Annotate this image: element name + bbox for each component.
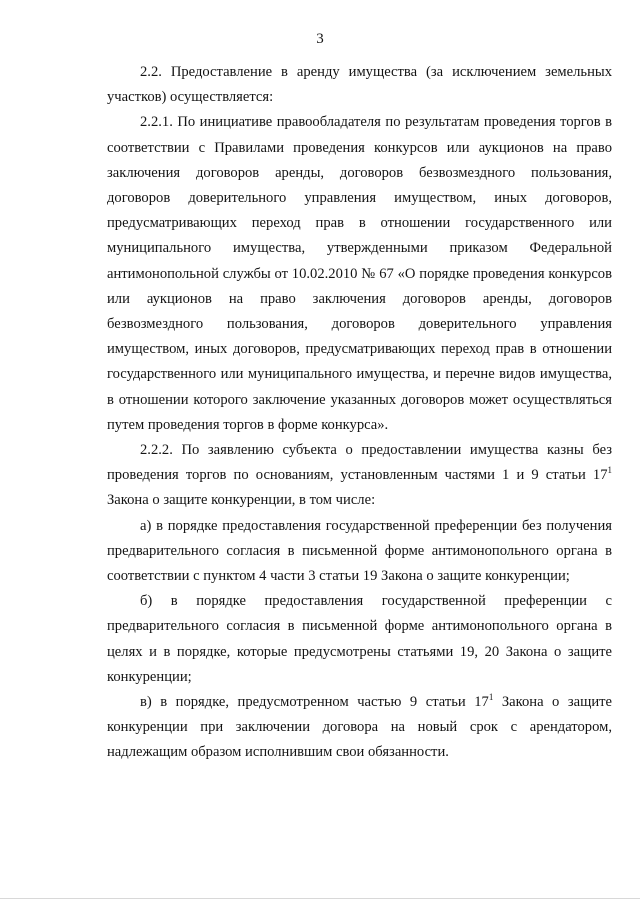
paragraph-2-2: 2.2. Предоставление в аренду имущества (за исключением земельных участков) осуществляется: (107, 64, 612, 106)
paragraph-2-2-2 (107, 438, 612, 514)
superscript-article-number: 1 (607, 465, 612, 476)
page-number: 3 (316, 31, 324, 47)
paragraph-item-v-text-end: Закона о защите конкуренции при заключении договора на новый срок с арендатором, надлежащим образом исполнившим свои обязанности. (107, 694, 612, 761)
paragraph-2-2-2-text-end: Закона о защите конкуренции, в том числе: (107, 492, 376, 509)
paragraph-item-b: б) в порядке предоставления государственной преференции с предварительного согласия в письменной форме антимонопольного органа в целях и в порядке, которые предусмотрены статьями 19, 20 Закона о защите конкуренции; (107, 593, 612, 685)
paragraph-item-v-text-start: в) в порядке, предусмотренном частью 9 статьи 17 (140, 694, 489, 711)
document-body (107, 60, 612, 766)
paragraph-item-a: а) в порядке предоставления государственной преференции без получения предварительного согласия в письменной форме антимонопольного органа в соответствии с пунктом 4 части 3 статьи 19 Закона о защите конкуренции; (107, 517, 612, 585)
superscript-article-number: 1 (488, 692, 494, 703)
paragraph-2-2-2-text-start: 2.2.2. По заявлению субъекта о предоставлении имущества казны без проведения торгов по основаниям, установленным частями 1 и 9 статьи 17 (107, 442, 612, 484)
paragraph-2-2-1: 2.2.1. По инициативе правообладателя по результатам проведения торгов в соответствии с Правилами проведения конкурсов или аукционов на право заключения договоров аренды, договоров безвозмездного пользования, договоров доверительного управления имуществом, иных договоров, предусматривающих переход прав в отношении государственного или муниципального имущества, утвержденными приказом Федеральной антимонопольной службы от 10.02.2010 № 67 «О порядке проведения конкурсов или аукционов на право заключения договоров аренды, договоров безвозмездного пользования, договоров доверительного управления имуществом, иных договоров, предусматривающих переход прав в отношении государственного или муниципального имущества, и перечне видов имущества, в отношении которого заключение указанных договоров может осуществляться путем проведения торгов в форме конкурса». (107, 114, 612, 433)
paragraph-item-v (107, 690, 612, 766)
bottom-edge-rule (0, 898, 640, 899)
